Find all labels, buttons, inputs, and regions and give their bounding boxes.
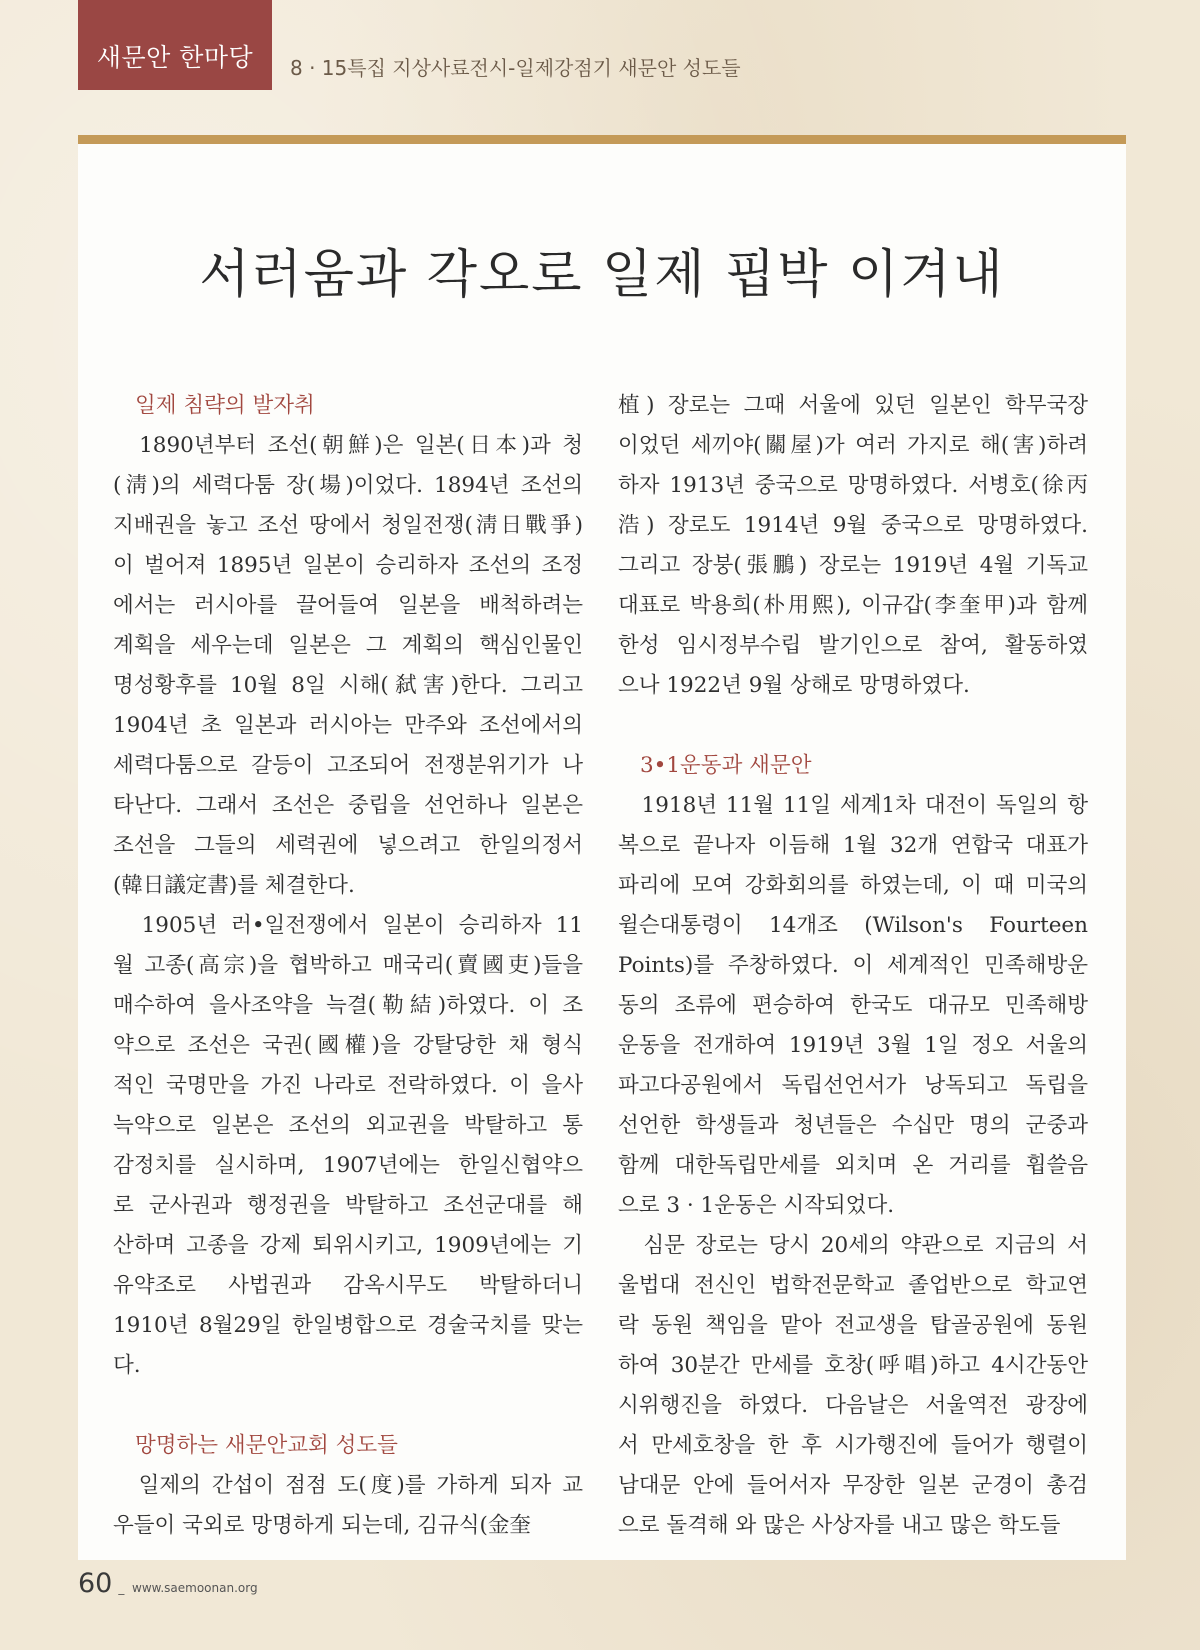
body-text-line: 산하며 고종을 강제 퇴위시키고, 1909년에는 기	[113, 1233, 583, 1258]
left-column	[113, 386, 583, 1546]
body-text-line: 약으로 조선은 국권(國權)을 강탈당한 채 형식	[113, 1033, 583, 1058]
body-text-line: 윌슨대통령이 14개조 (Wilson's Fourteen	[618, 913, 1088, 938]
body-text-line: 조선을 그들의 세력권에 넣으려고 한일의정서	[113, 833, 583, 858]
body-text-line: 늑약으로 일본은 조선의 외교권을 박탈하고 통	[113, 1113, 583, 1138]
body-text-line: 지배권을 놓고 조선 땅에서 청일전쟁(淸日戰爭)	[113, 513, 583, 538]
body-text-line: 운동을 전개하여 1919년 3월 1일 정오 서울의	[618, 1033, 1088, 1058]
article-title: 서러움과 각오로 일제 핍박 이겨내	[199, 245, 1005, 305]
body-text-line: 일제의 간섭이 점점 도(度)를 가하게 되자 교	[113, 1473, 583, 1498]
body-text-line: 월 고종(高宗)을 협박하고 매국리(賣國吏)들을	[113, 953, 583, 978]
body-text-line: 1910년 8월29일 한일병합으로 경술국치를 맞는	[113, 1313, 583, 1338]
section-heading: 망명하는 새문안교회 성도들	[135, 1433, 398, 1458]
section-heading: 3•1운동과 새문안	[640, 753, 812, 778]
body-text-line: 심문 장로는 당시 20세의 약관으로 지금의 서	[618, 1233, 1088, 1258]
body-text-line: 그리고 장붕(張鵬) 장로는 1919년 4월 기독교	[618, 553, 1088, 578]
body-text-line: 울법대 전신인 법학전문학교 졸업반으로 학교연	[618, 1273, 1088, 1298]
body-text-line: 적인 국명만을 가진 나라로 전락하였다. 이 을사	[113, 1073, 583, 1098]
body-text-line: 1905년 러•일전쟁에서 일본이 승리하자 11	[113, 913, 583, 938]
body-text-line: 락 동원 책임을 맡아 전교생을 탑골공원에 동원	[618, 1313, 1088, 1338]
body-text-line: 복으로 끝나자 이듬해 1월 32개 연합국 대표가	[618, 833, 1088, 858]
body-text-line: 植) 장로는 그때 서울에 있던 일본인 학무국장	[618, 393, 1088, 418]
paragraph-gap	[113, 1386, 583, 1426]
body-text-line: Points)를 주창하였다. 이 세계적인 민족해방운	[618, 953, 1088, 978]
body-text-line: (韓日議定書)를 체결한다.	[113, 873, 355, 898]
section-label: 새문안 한마당	[96, 43, 254, 72]
body-text-line: 으로 3 · 1운동은 시작되었다.	[618, 1193, 895, 1218]
body-text-line: 1918년 11월 11일 세계1차 대전이 독일의 항	[618, 793, 1088, 818]
header-rule	[78, 135, 1126, 144]
section-heading: 일제 침략의 발자취	[135, 393, 315, 418]
body-text-line: 1904년 초 일본과 러시아는 만주와 조선에서의	[113, 713, 583, 738]
page-footer	[78, 1568, 258, 1599]
body-text-line: 으로 돌격해 와 많은 사상자를 내고 많은 학도들	[618, 1513, 1061, 1538]
body-text-line: 선언한 학생들과 청년들은 수십만 명의 군중과	[618, 1113, 1088, 1138]
page-number: 60	[78, 1568, 113, 1599]
body-text-line: 서 만세호창을 한 후 시가행진에 들어가 행렬이	[618, 1433, 1088, 1458]
body-text-line: 이 벌어져 1895년 일본이 승리하자 조선의 조정	[113, 553, 583, 578]
body-text-line: 명성황후를 10월 8일 시해(弑害)한다. 그리고	[113, 673, 583, 698]
body-text-line: 우들이 국외로 망명하게 되는데, 김규식(金奎	[113, 1513, 531, 1538]
body-text-line: 파고다공원에서 독립선언서가 낭독되고 독립을	[618, 1073, 1088, 1098]
paragraph-gap	[618, 706, 1088, 746]
header-subtitle: 8 · 15특집 지상사료전시-일제강점기 새문안 성도들	[290, 56, 741, 80]
body-text-line: 로 군사권과 행정권을 박탈하고 조선군대를 해	[113, 1193, 583, 1218]
body-text-line: 감정치를 실시하며, 1907년에는 한일신협약으	[113, 1153, 583, 1178]
body-text-line: 타난다. 그래서 조선은 중립을 선언하나 일본은	[113, 793, 583, 818]
body-text-line: 유약조로 사법권과 감옥시무도 박탈하더니	[113, 1273, 583, 1298]
footer-url: _ www.saemoonan.org	[118, 1581, 258, 1595]
body-text-line: 다.	[113, 1353, 141, 1378]
body-text-line: 한성 임시정부수립 발기인으로 참여, 활동하였	[618, 633, 1088, 658]
body-text-line: 하여 30분간 만세를 호창(呼唱)하고 4시간동안	[618, 1353, 1088, 1378]
body-text-line: 1890년부터 조선(朝鮮)은 일본(日本)과 청	[113, 433, 583, 458]
body-text-line: 으나 1922년 9월 상해로 망명하였다.	[618, 673, 970, 698]
body-text-line: 세력다툼으로 갈등이 고조되어 전쟁분위기가 나	[113, 753, 583, 778]
body-text-line: 파리에 모여 강화회의를 하였는데, 이 때 미국의	[618, 873, 1088, 898]
body-text-line: 이었던 세끼야(關屋)가 여러 가지로 해(害)하려	[618, 433, 1088, 458]
body-text-line: 대표로 박용희(朴用熙), 이규갑(李奎甲)과 함께	[618, 593, 1088, 618]
body-text-line: 浩) 장로도 1914년 9월 중국으로 망명하였다.	[618, 513, 1088, 538]
footer-url-text: www.saemoonan.org	[132, 1581, 258, 1595]
body-text-line: 계획을 세우는데 일본은 그 계획의 핵심인물인	[113, 633, 583, 658]
body-text-line: 매수하여 을사조약을 늑결(勒結)하였다. 이 조	[113, 993, 583, 1018]
body-text-line: 남대문 안에 들어서자 무장한 일본 군경이 총검	[618, 1473, 1088, 1498]
body-text-line: (淸)의 세력다툼 장(場)이었다. 1894년 조선의	[113, 473, 583, 498]
body-text-line: 에서는 러시아를 끌어들여 일본을 배척하려는	[113, 593, 583, 618]
body-text-line: 하자 1913년 중국으로 망명하였다. 서병호(徐丙	[618, 473, 1088, 498]
body-text-line: 시위행진을 하였다. 다음날은 서울역전 광장에	[618, 1393, 1088, 1418]
right-column	[618, 386, 1088, 1546]
body-text-line: 함께 대한독립만세를 외치며 온 거리를 휩쓸음	[618, 1153, 1088, 1178]
section-tag	[78, 0, 272, 90]
body-text-line: 동의 조류에 편승하여 한국도 대규모 민족해방	[618, 993, 1088, 1018]
